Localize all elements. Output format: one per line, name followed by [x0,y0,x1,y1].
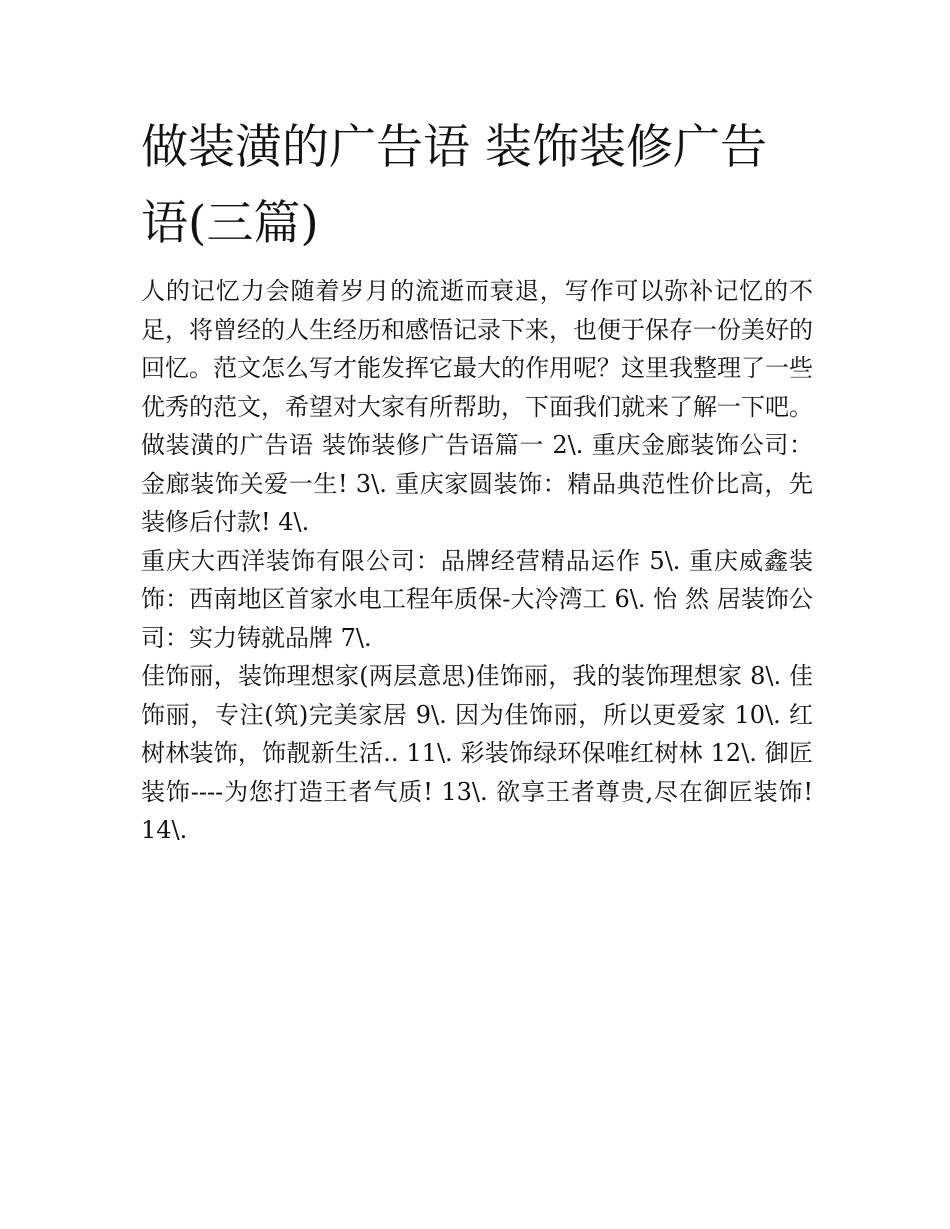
ad-slogans-paragraph-1: 做装潢的广告语 装饰装修广告语篇一 2\. 重庆金廊装饰公司：金廊装饰关爱一生! 3\. 重庆家圆装饰：精品典范性价比高，先装修后付款! 4\. [141,431,813,536]
ad-slogans-paragraph-3: 佳饰丽，装饰理想家(两层意思)佳饰丽，我的装饰理想家 8\. 佳饰丽，专注(筑)完美家居 9\. 因为佳饰丽，所以更爱家 10\. 红树林装饰，饰靓新生活.. 11\. 彩装饰绿环保唯红树林 12\. 御匠装饰----为您打造王者气质! 13\. 欲享王者尊贵,尽在御匠装饰! 14\. [141,662,813,844]
document-page [141,110,813,850]
ad-slogans-paragraph-2: 重庆大西洋装饰有限公司：品牌经营精品运作 5\. 重庆威鑫装饰：西南地区首家水电工程年质保-大冷湾工 6\. 怡 然 居装饰公司：实力铸就品牌 7\. [141,546,813,652]
intro-paragraph: 人的记忆力会随着岁月的流逝而衰退，写作可以弥补记忆的不足，将曾经的人生经历和感悟记录下来，也便于保存一份美好的回忆。范文怎么写才能发挥它最大的作用呢？这里我整理了一些优秀的范文，希望对大家有所帮助，下面我们就来了解一下吧。 [141,277,813,421]
document-title: 做装潢的广告语 装饰装修广告语(三篇) [141,120,767,251]
